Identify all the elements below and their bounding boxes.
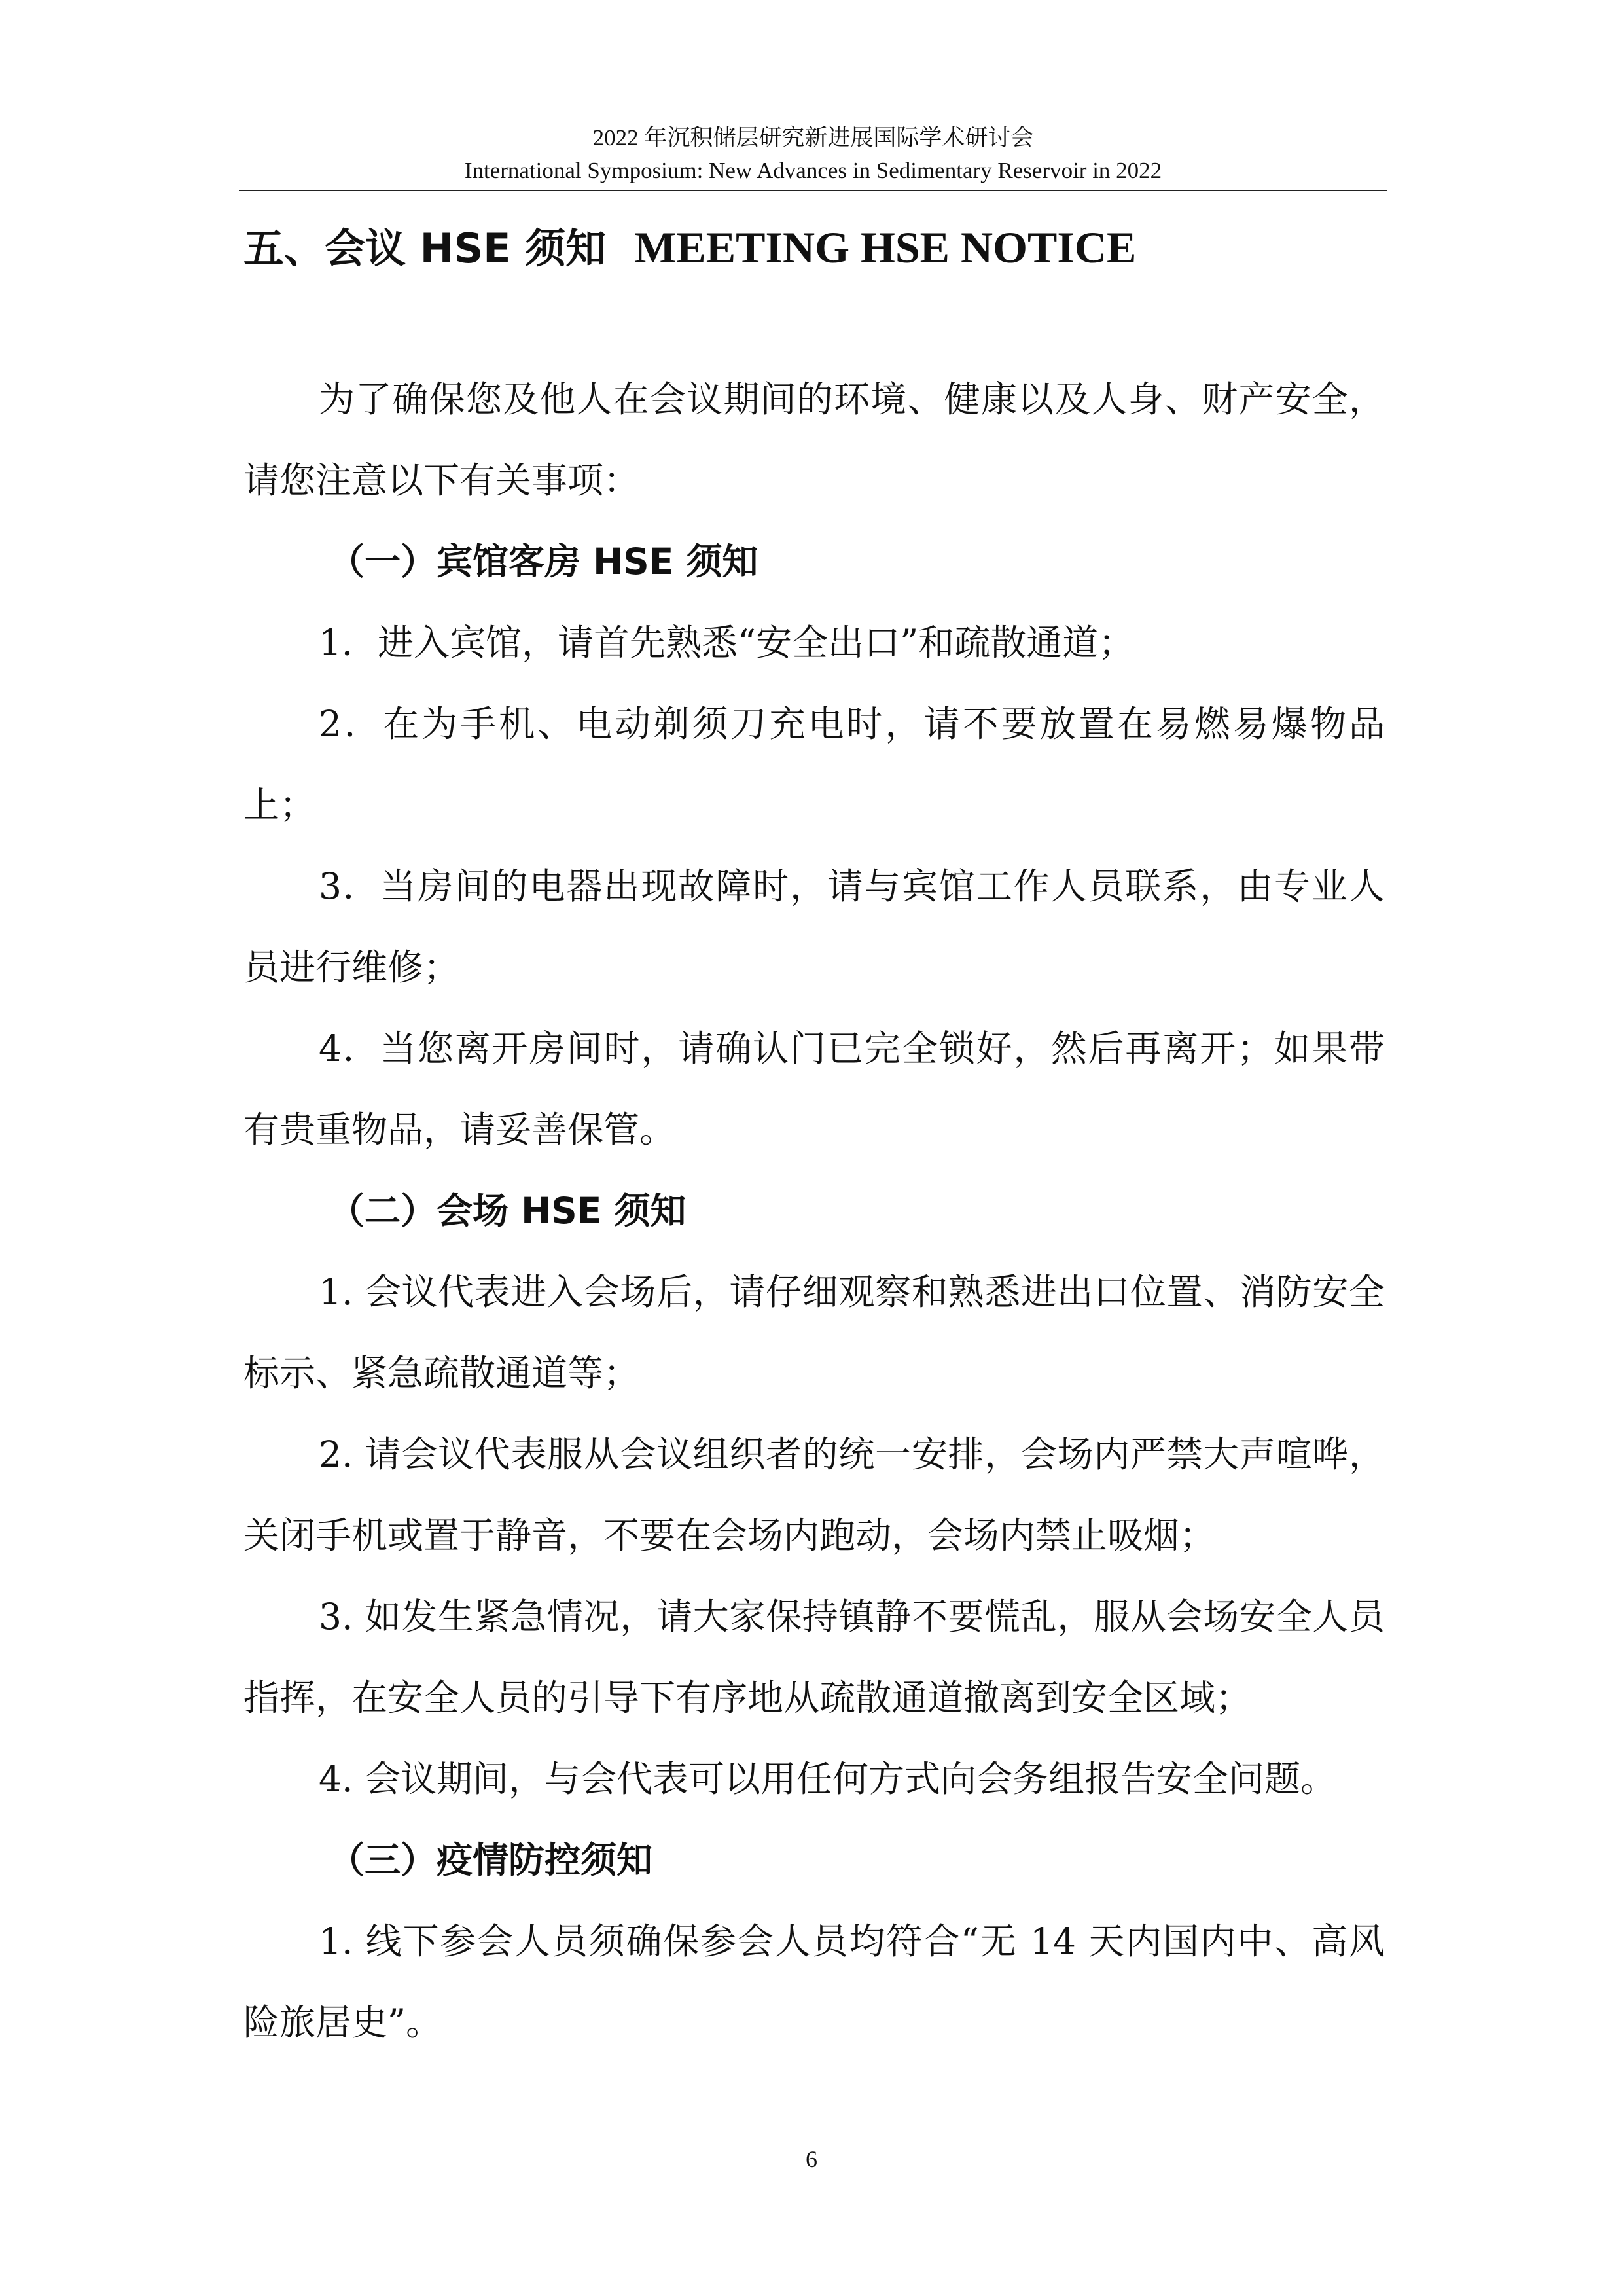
section-title: [243, 220, 1136, 276]
document-body: [243, 359, 1385, 2063]
venue-item-4: 4. 会议期间，与会代表可以用任何方式向会务组报告安全问题。: [319, 1758, 1336, 1800]
page-number: 6: [806, 2146, 817, 2172]
section-title-zh: 五、会议 HSE 须知: [243, 224, 607, 272]
section-heading-hotel: （一）宾馆客房 HSE 须知: [329, 541, 758, 583]
epidemic-item-1: 1. 线下参会人员须确保参会人员均符合“无 14 天内国内中、高风险旅居史”。: [243, 1920, 1385, 2043]
header-divider: [239, 190, 1387, 191]
venue-item-3: 3. 如发生紧急情况，请大家保持镇静不要慌乱，服从会场安全人员指挥，在安全人员的引导下有序地从疏散通道撤离到安全区域；: [243, 1596, 1385, 1719]
venue-item-1: 1. 会议代表进入会场后，请仔细观察和熟悉进出口位置、消防安全标示、紧急疏散通道等；: [243, 1271, 1385, 1394]
page-header: [239, 123, 1387, 186]
hotel-item-3: 3．当房间的电器出现故障时，请与宾馆工作人员联系，由专业人员进行维修；: [243, 865, 1385, 988]
section-heading-epidemic: （三）疫情防控须知: [329, 1839, 653, 1881]
header-title-zh: 2022 年沉积储层研究新进展国际学术研讨会: [592, 125, 1034, 151]
section-heading-venue: （二）会场 HSE 须知: [329, 1190, 687, 1232]
hotel-item-2: 2．在为手机、电动剃须刀充电时，请不要放置在易燃易爆物品上；: [243, 703, 1385, 826]
hotel-item-4: 4．当您离开房间时，请确认门已完全锁好，然后再离开；如果带有贵重物品，请妥善保管。: [243, 1028, 1385, 1151]
header-title-en: International Symposium: New Advances in Sedimentary Reservoir in 2022: [464, 158, 1162, 183]
venue-item-2: 2. 请会议代表服从会议组织者的统一安排，会场内严禁大声喧哗，关闭手机或置于静音，不要在会场内跑动，会场内禁止吸烟；: [243, 1433, 1385, 1556]
section-title-en: MEETING HSE NOTICE: [634, 223, 1137, 272]
hotel-item-1: 1．进入宾馆，请首先熟悉“安全出口”和疏散通道；: [319, 622, 1135, 664]
intro-paragraph: 为了确保您及他人在会议期间的环境、健康以及人身、财产安全，请您注意以下有关事项：: [243, 378, 1385, 501]
